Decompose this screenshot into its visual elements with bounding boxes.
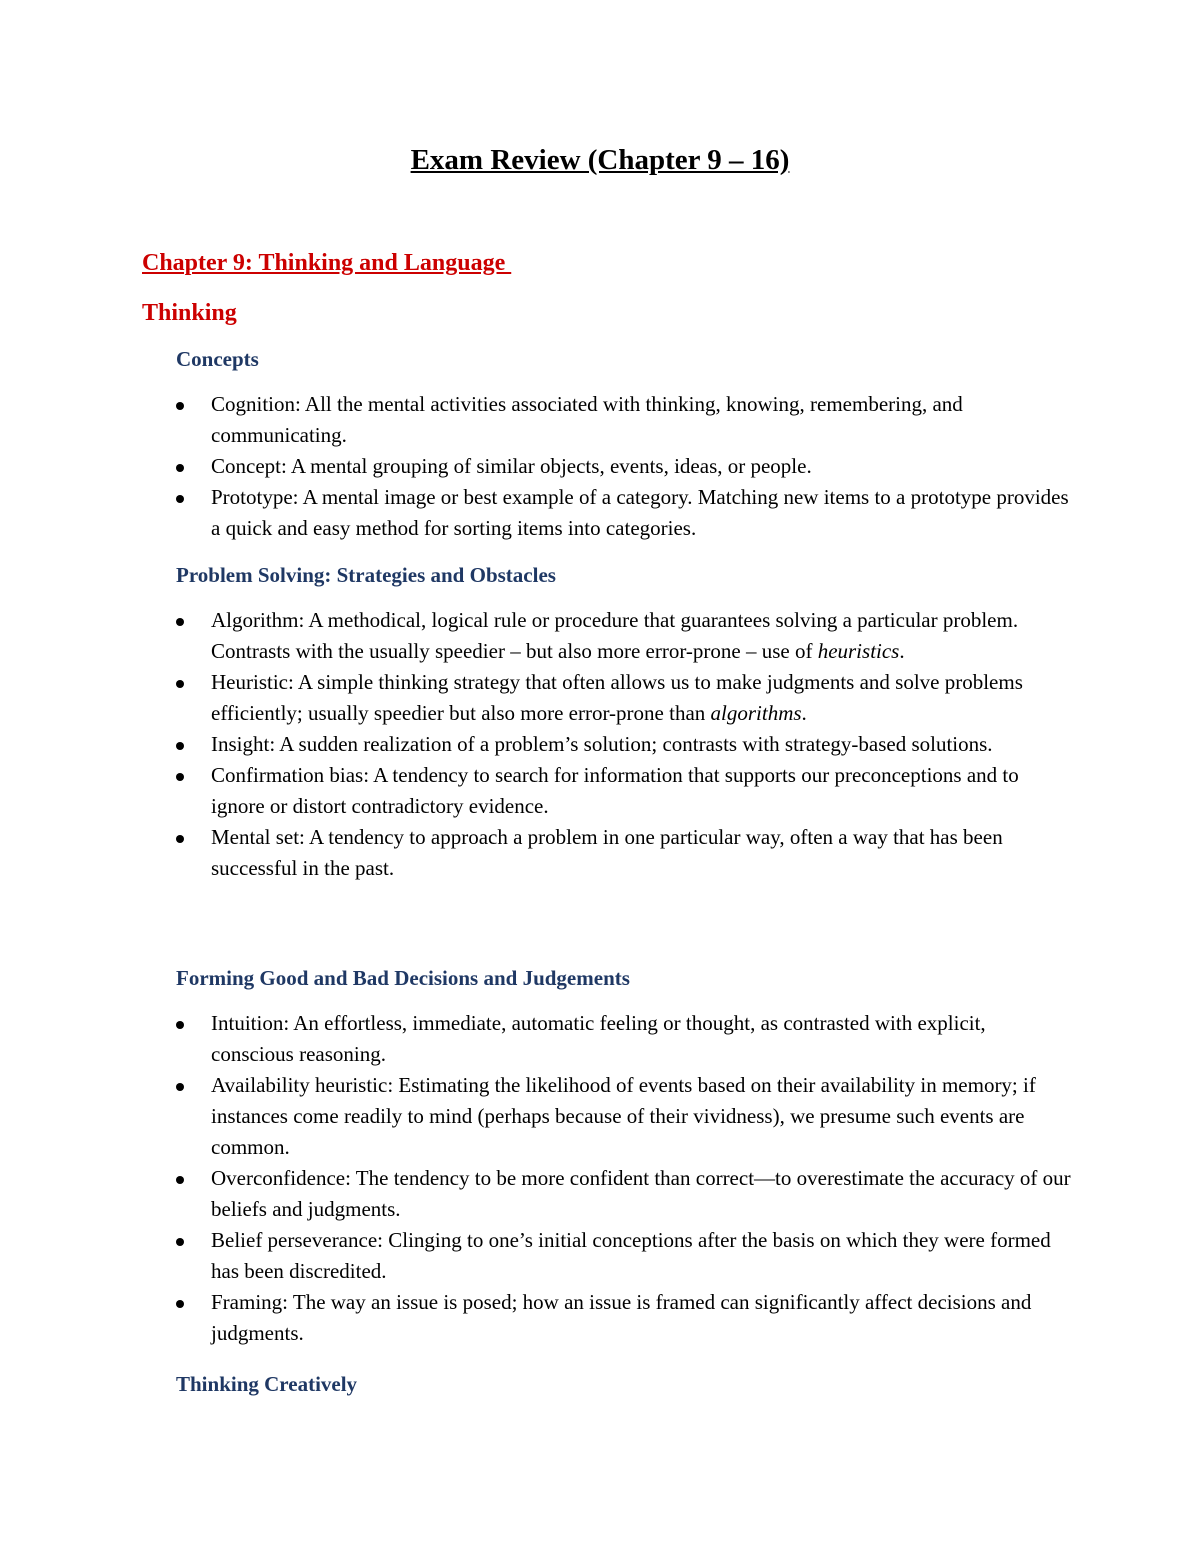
bullet-icon: [176, 464, 184, 472]
list-item: [176, 1225, 1071, 1287]
section-heading-thinking: Thinking: [142, 300, 237, 326]
list-item-text: Insight: A sudden realization of a problem’s solution; contrasts with strategy-based solutions.: [211, 732, 993, 756]
subsection-creative: [176, 1369, 357, 1414]
decisions-list: [176, 1008, 1071, 1349]
list-item-text: Cognition: All the mental activities associated with thinking, knowing, remembering, and communicating.: [211, 392, 963, 447]
bullet-icon: [176, 1238, 184, 1246]
list-item: [176, 667, 1071, 729]
bullet-icon: [176, 1300, 184, 1308]
list-item: [176, 389, 1071, 451]
subsection-title-problem-solving: Problem Solving: Strategies and Obstacles: [176, 563, 556, 587]
list-item-text: Heuristic: A simple thinking strategy that often allows us to make judgments and solve problems efficiently; usually speedier but also more error-prone than: [211, 670, 1023, 725]
list-item-text: Belief perseverance: Clinging to one’s initial conceptions after the basis on which they were formed has been discredited.: [211, 1228, 1051, 1283]
list-item-text: Confirmation bias: A tendency to search for information that supports our preconceptions and to ignore or distort contradictory evidence.: [211, 763, 1019, 818]
bullet-icon: [176, 402, 184, 410]
list-item: [176, 1163, 1071, 1225]
bullet-icon: [176, 835, 184, 843]
emphasis-term: algorithms: [710, 701, 802, 725]
list-item-text: Algorithm: A methodical, logical rule or procedure that guarantees solving a particular problem. Contrasts with the usually speedier – but also more error-prone – use of: [211, 608, 1019, 663]
subsection-concepts: [176, 344, 1071, 544]
list-item: [176, 605, 1071, 667]
list-item-end: .: [801, 701, 807, 725]
list-item-text: Mental set: A tendency to approach a problem in one particular way, often a way that has been successful in the past.: [211, 825, 1003, 880]
list-item: [176, 1008, 1071, 1070]
bullet-icon: [176, 495, 184, 503]
list-item-text: Prototype: A mental image or best example of a category. Matching new items to a prototype provides a quick and easy method for sorting items into categories.: [211, 485, 1069, 540]
list-item: [176, 1070, 1071, 1163]
list-item-text: Intuition: An effortless, immediate, automatic feeling or thought, as contrasted with explicit, conscious reasoning.: [211, 1011, 986, 1066]
list-item: [176, 451, 1071, 482]
bullet-icon: [176, 1083, 184, 1091]
list-item-end: .: [899, 639, 905, 663]
list-item-text: Availability heuristic: Estimating the likelihood of events based on their availability in memory; if instances come readily to mind (perhaps because of their vividness), we presume such events are common.: [211, 1073, 1036, 1159]
document-title: Exam Review (Chapter 9 – 16): [410, 144, 790, 176]
list-item-text: Concept: A mental grouping of similar objects, events, ideas, or people.: [211, 454, 812, 478]
bullet-icon: [176, 742, 184, 750]
bullet-icon: [176, 1176, 184, 1184]
subsection-problem-solving: [176, 560, 1071, 884]
subsection-title-concepts: Concepts: [176, 347, 259, 371]
bullet-icon: [176, 680, 184, 688]
list-item: [176, 760, 1071, 822]
problem-solving-list: [176, 605, 1071, 884]
bullet-icon: [176, 1021, 184, 1029]
concepts-list: [176, 389, 1071, 544]
bullet-icon: [176, 618, 184, 626]
emphasis-term: heuristics: [817, 639, 900, 663]
subsection-title-decisions: Forming Good and Bad Decisions and Judgements: [176, 966, 630, 990]
subsection-title-creative: Thinking Creatively: [176, 1372, 358, 1396]
subsection-decisions: [176, 963, 1071, 1349]
list-item-text: Framing: The way an issue is posed; how an issue is framed can significantly affect decisions and judgments.: [211, 1290, 1032, 1345]
list-item: [176, 729, 1071, 760]
list-item-text: Overconfidence: The tendency to be more confident than correct—to overestimate the accuracy of our beliefs and judgments.: [211, 1166, 1071, 1221]
list-item: [176, 822, 1071, 884]
chapter-heading: Chapter 9: Thinking and Language: [142, 250, 512, 276]
list-item: [176, 1287, 1071, 1349]
bullet-icon: [176, 773, 184, 781]
list-item: [176, 482, 1071, 544]
